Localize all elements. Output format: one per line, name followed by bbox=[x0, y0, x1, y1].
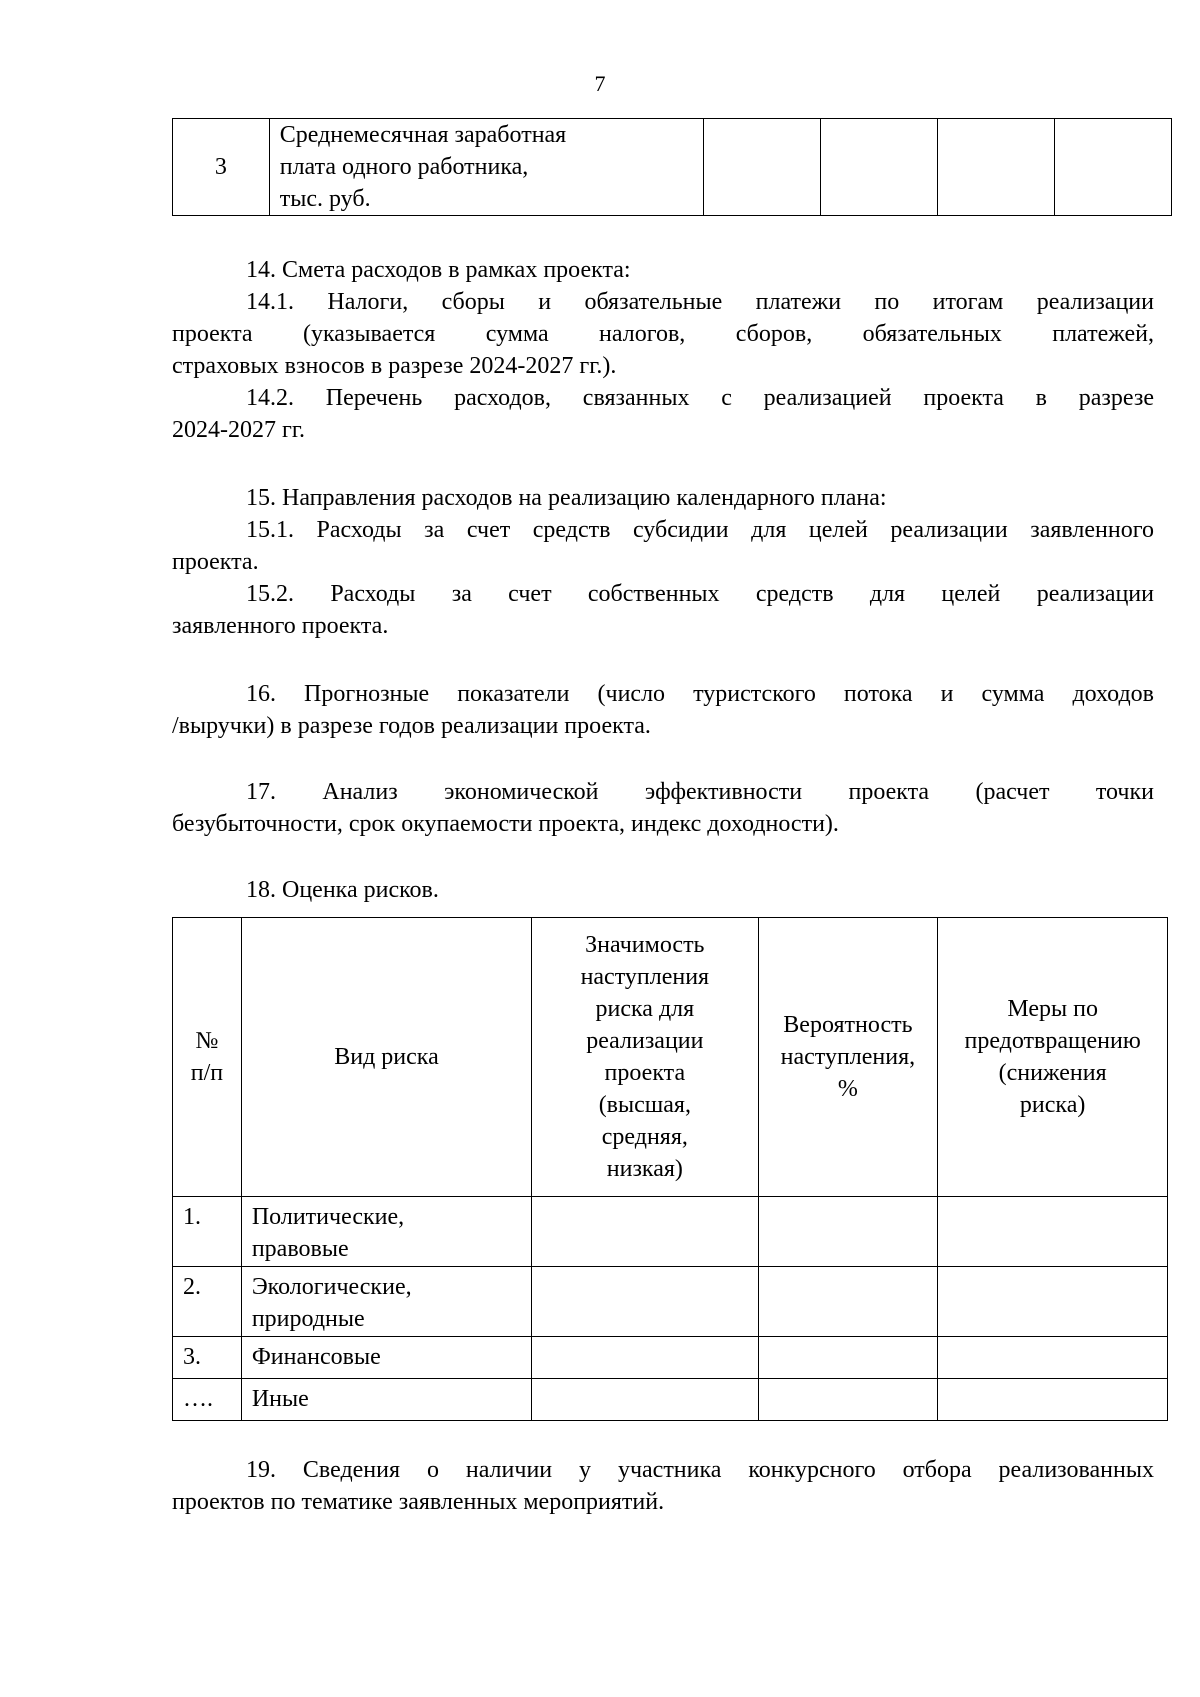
empty-cell bbox=[758, 1267, 938, 1337]
empty-cell bbox=[820, 119, 937, 216]
cell-line: правовые bbox=[251, 1236, 349, 1262]
header-line: риска) bbox=[1019, 1092, 1086, 1118]
section-title: 15. Направления расходов на реализацию календарного плана: bbox=[246, 485, 887, 511]
cell-line: Политические, bbox=[251, 1204, 405, 1230]
row-number-cell: …. bbox=[173, 1379, 242, 1421]
cell-line: Иные bbox=[251, 1386, 309, 1412]
header-line: реализации bbox=[586, 1028, 704, 1054]
section-title: 14. Смета расходов в рамках проекта: bbox=[246, 257, 631, 283]
row-number-cell: 3 bbox=[173, 119, 270, 216]
empty-cell bbox=[938, 1379, 1168, 1421]
paragraph-line: страховых взносов в разрезе 2024-2027 гг.). bbox=[172, 353, 617, 379]
header-line: наступления bbox=[580, 964, 710, 990]
empty-cell bbox=[703, 119, 820, 216]
paragraph-line: 16. Прогнозные показатели (число туристского потока и сумма доходов bbox=[246, 681, 1154, 707]
header-significance bbox=[532, 918, 758, 1197]
paragraph-line: /выручки) в разрезе годов реализации проекта. bbox=[172, 713, 651, 739]
header-line: (снижения bbox=[998, 1060, 1107, 1086]
header-line: № bbox=[195, 1028, 219, 1054]
section-15 bbox=[172, 482, 1154, 642]
row-name-line: тыс. руб. bbox=[279, 186, 371, 212]
empty-cell bbox=[758, 1197, 938, 1267]
table-row bbox=[173, 1337, 1168, 1379]
cell-line: Экологические, bbox=[251, 1274, 412, 1300]
risk-type-cell bbox=[241, 1337, 531, 1379]
risk-type-cell bbox=[241, 1379, 531, 1421]
header-line: Значимость bbox=[585, 932, 705, 958]
empty-cell bbox=[758, 1337, 938, 1379]
paragraph-line: 14.2. Перечень расходов, связанных с реализацией проекта в разрезе bbox=[246, 385, 1154, 411]
row-number-cell: 2. bbox=[173, 1267, 242, 1337]
paragraph-line: заявленного проекта. bbox=[172, 613, 389, 639]
header-line: % bbox=[837, 1076, 858, 1102]
table-row bbox=[173, 119, 1172, 216]
page-number: 7 bbox=[594, 71, 606, 96]
paragraph-line: 14.1. Налоги, сборы и обязательные платежи по итогам реализации bbox=[246, 289, 1154, 315]
table-row bbox=[173, 1197, 1168, 1267]
paragraph-line: 19. Сведения о наличии у участника конкурсного отбора реализованных bbox=[246, 1457, 1154, 1483]
paragraph-line: 15.1. Расходы за счет средств субсидии для целей реализации заявленного bbox=[246, 517, 1154, 543]
empty-cell bbox=[938, 1267, 1168, 1337]
section-19 bbox=[172, 1454, 1154, 1518]
empty-cell bbox=[938, 1197, 1168, 1267]
paragraph-line: проекта. bbox=[172, 549, 259, 575]
header-risk-type: Вид риска bbox=[241, 918, 531, 1197]
row-number-cell: 3. bbox=[173, 1337, 242, 1379]
risk-type-cell bbox=[241, 1197, 531, 1267]
empty-cell bbox=[532, 1197, 758, 1267]
section-17 bbox=[172, 776, 1154, 840]
header-line: наступления, bbox=[780, 1044, 916, 1070]
paragraph-line: проекта (указывается сумма налогов, сборов, обязательных платежей, bbox=[172, 321, 1154, 347]
header-line: средняя, bbox=[601, 1124, 688, 1150]
row-name-cell bbox=[269, 119, 703, 216]
section-18 bbox=[172, 874, 1154, 906]
paragraph-line: 2024-2027 гг. bbox=[172, 417, 305, 443]
paragraph-line: 15.2. Расходы за счет собственных средств для целей реализации bbox=[246, 581, 1154, 607]
header-line: низкая) bbox=[606, 1156, 683, 1182]
empty-cell bbox=[1054, 119, 1171, 216]
section-16 bbox=[172, 678, 1154, 742]
empty-cell bbox=[938, 1337, 1168, 1379]
header-measures bbox=[938, 918, 1168, 1197]
section-14 bbox=[172, 254, 1154, 446]
empty-cell bbox=[532, 1337, 758, 1379]
header-line: Меры по bbox=[1007, 996, 1098, 1022]
header-line: риска для bbox=[595, 996, 695, 1022]
cell-line: природные bbox=[251, 1306, 365, 1332]
header-line: п/п bbox=[190, 1060, 224, 1086]
cell-line: Финансовые bbox=[251, 1344, 381, 1370]
header-line: предотвращению bbox=[964, 1028, 1141, 1054]
risk-assessment-table bbox=[172, 917, 1168, 1421]
paragraph-line: 17. Анализ экономической эффективности проекта (расчет точки bbox=[246, 779, 1154, 805]
section-title: 18. Оценка рисков. bbox=[246, 877, 439, 903]
paragraph-line: безубыточности, срок окупаемости проекта, индекс доходности). bbox=[172, 811, 839, 837]
risk-type-cell bbox=[241, 1267, 531, 1337]
row-name-line: Среднемесячная заработная bbox=[279, 122, 567, 148]
header-line: проекта bbox=[604, 1060, 686, 1086]
indicators-table-continuation bbox=[172, 118, 1172, 216]
table-row bbox=[173, 1267, 1168, 1337]
header-number bbox=[173, 918, 242, 1197]
paragraph-line: проектов по тематике заявленных мероприятий. bbox=[172, 1489, 665, 1515]
table-header-row bbox=[173, 918, 1168, 1197]
header-line: Вероятность bbox=[783, 1012, 913, 1038]
row-number-cell: 1. bbox=[173, 1197, 242, 1267]
header-probability bbox=[758, 918, 938, 1197]
header-line: (высшая, bbox=[598, 1092, 691, 1118]
table-row bbox=[173, 1379, 1168, 1421]
empty-cell bbox=[937, 119, 1054, 216]
empty-cell bbox=[758, 1379, 938, 1421]
empty-cell bbox=[532, 1379, 758, 1421]
row-name-line: плата одного работника, bbox=[279, 154, 529, 180]
empty-cell bbox=[532, 1267, 758, 1337]
